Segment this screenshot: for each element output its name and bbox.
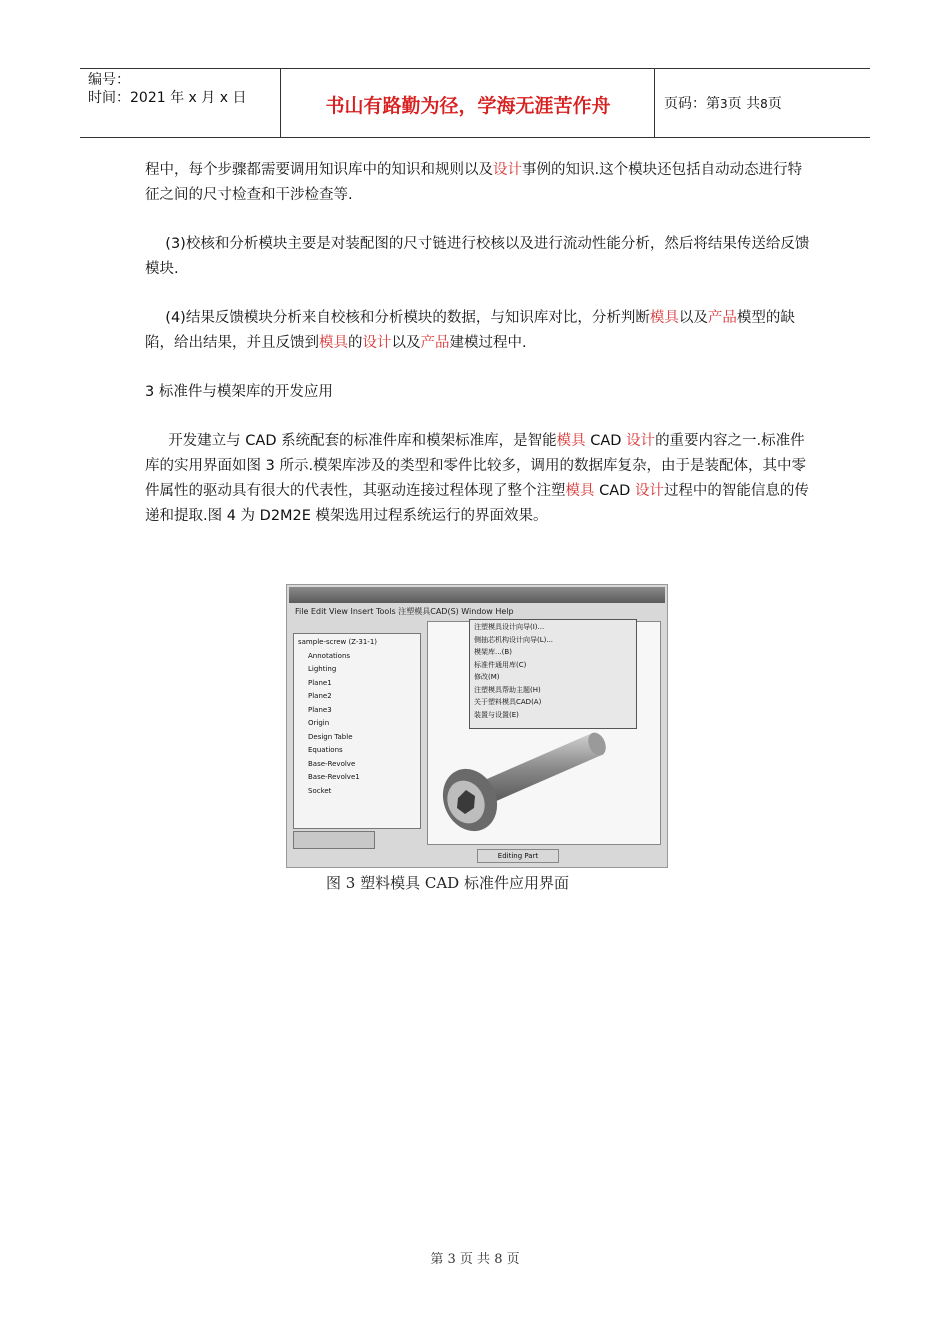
keyword: 设计 [634, 483, 664, 499]
figure-cad-screenshot [286, 584, 668, 868]
section-title: 3 标准件与模架库的开发应用 [145, 384, 333, 400]
tree-item: Plane2 [308, 692, 332, 700]
tree-toolbar [293, 831, 375, 849]
menu-item: 侧抽芯机构设计向导(L)... [474, 635, 554, 644]
paragraph: 程中，每个步骤都需要调用知识库中的知识和规则以及设计事例的知识.这个模块还包括自动动态进行特征之间的尺寸检查和干涉检查等. [145, 162, 803, 203]
window-titlebar [289, 587, 665, 603]
tree-item: sample-screw (Z-31-1) [298, 638, 377, 646]
keyword: 模具 [319, 335, 348, 351]
tree-item: Base-Revolve [308, 759, 356, 768]
menu-item: 注塑模具设计向导(I)... [474, 623, 545, 631]
tree-item: Lighting [308, 665, 337, 673]
paragraph: 开发建立与 CAD 系统配套的标准件库和模架标准库，是智能模具 CAD 设计的重要内容之一.标准件库的实用界面如图 3 所示.模架库涉及的类型和零件比较多，调用的数据库复杂，由于是装配体，其中零件属性的驱动具有很大的代表性，其驱动连接过程体现了整个注塑模具 CAD 设计过程中的智能信息的传递和提取.图 4 为 D2M2E 模架选用过程系统运行的界面效果。 [145, 433, 809, 524]
keyword: 设计 [493, 162, 522, 178]
tree-item: Equations [308, 746, 343, 754]
paragraph: (3)校核和分析模块主要是对装配图的尺寸链进行校核以及进行流动性能分析，然后将结果传送给反馈模块. [145, 236, 810, 277]
tree-item: Origin [308, 719, 330, 727]
figure-caption: 图 3 塑料模具 CAD 标准件应用界面 [326, 874, 569, 892]
header-divider [280, 69, 281, 137]
menu-bar: File Edit View Insert Tools 注塑模具CAD(S) Window Help [295, 607, 514, 616]
current-page-number: 3 [720, 97, 728, 111]
keyword: 产品 [707, 310, 737, 326]
tree-item: Annotations [308, 651, 351, 660]
tree-item: Socket [308, 786, 332, 795]
time-label: 时间：2021 年 x 月 x 日 [88, 90, 247, 106]
keyword: 设计 [362, 335, 392, 351]
code-label: 编号： [88, 72, 130, 88]
tree-item: Plane1 [308, 678, 332, 687]
header-motto: 书山有路勤为径，学海无涯苦作舟 [325, 95, 611, 117]
menu-item: 模架库...(B) [474, 648, 512, 656]
keyword: 模具 [649, 310, 679, 326]
tree-item: Plane3 [308, 705, 332, 714]
menu-item: 注塑模具帮助主题(H) [474, 685, 541, 694]
tree-item: Base-Revolve1 [308, 773, 360, 781]
keyword: 模具 [556, 433, 586, 449]
keyword: 模具 [565, 483, 595, 499]
dropdown-menu [469, 619, 637, 729]
page-footer: 第 3 页 共 8 页 [430, 1252, 520, 1267]
menu-item: 标准件通用库(C) [474, 660, 527, 669]
total-pages-number: 8 [760, 97, 768, 111]
feature-tree [293, 633, 421, 829]
keyword: 设计 [626, 433, 656, 449]
menu-item: 修改(M) [474, 673, 500, 681]
keyword: 产品 [420, 335, 450, 351]
menu-item: 关于塑料模具CAD(A) [474, 698, 542, 706]
tree-item: Design Table [308, 732, 353, 741]
header-divider [654, 69, 655, 137]
status-bar: Editing Part [477, 849, 559, 863]
document-body [145, 158, 815, 529]
menu-item: 装置与设置(E) [474, 710, 519, 719]
paragraph: (4)结果反馈模块分析来自校核和分析模块的数据，与知识库对比，分析判断模具以及产品模型的缺陷，给出结果，并且反馈到模具的设计以及产品建模过程中. [145, 310, 795, 351]
header-page-indicator: 页码：第3页 共8页 [664, 96, 782, 112]
header-meta [88, 71, 246, 107]
page-header [80, 68, 870, 138]
